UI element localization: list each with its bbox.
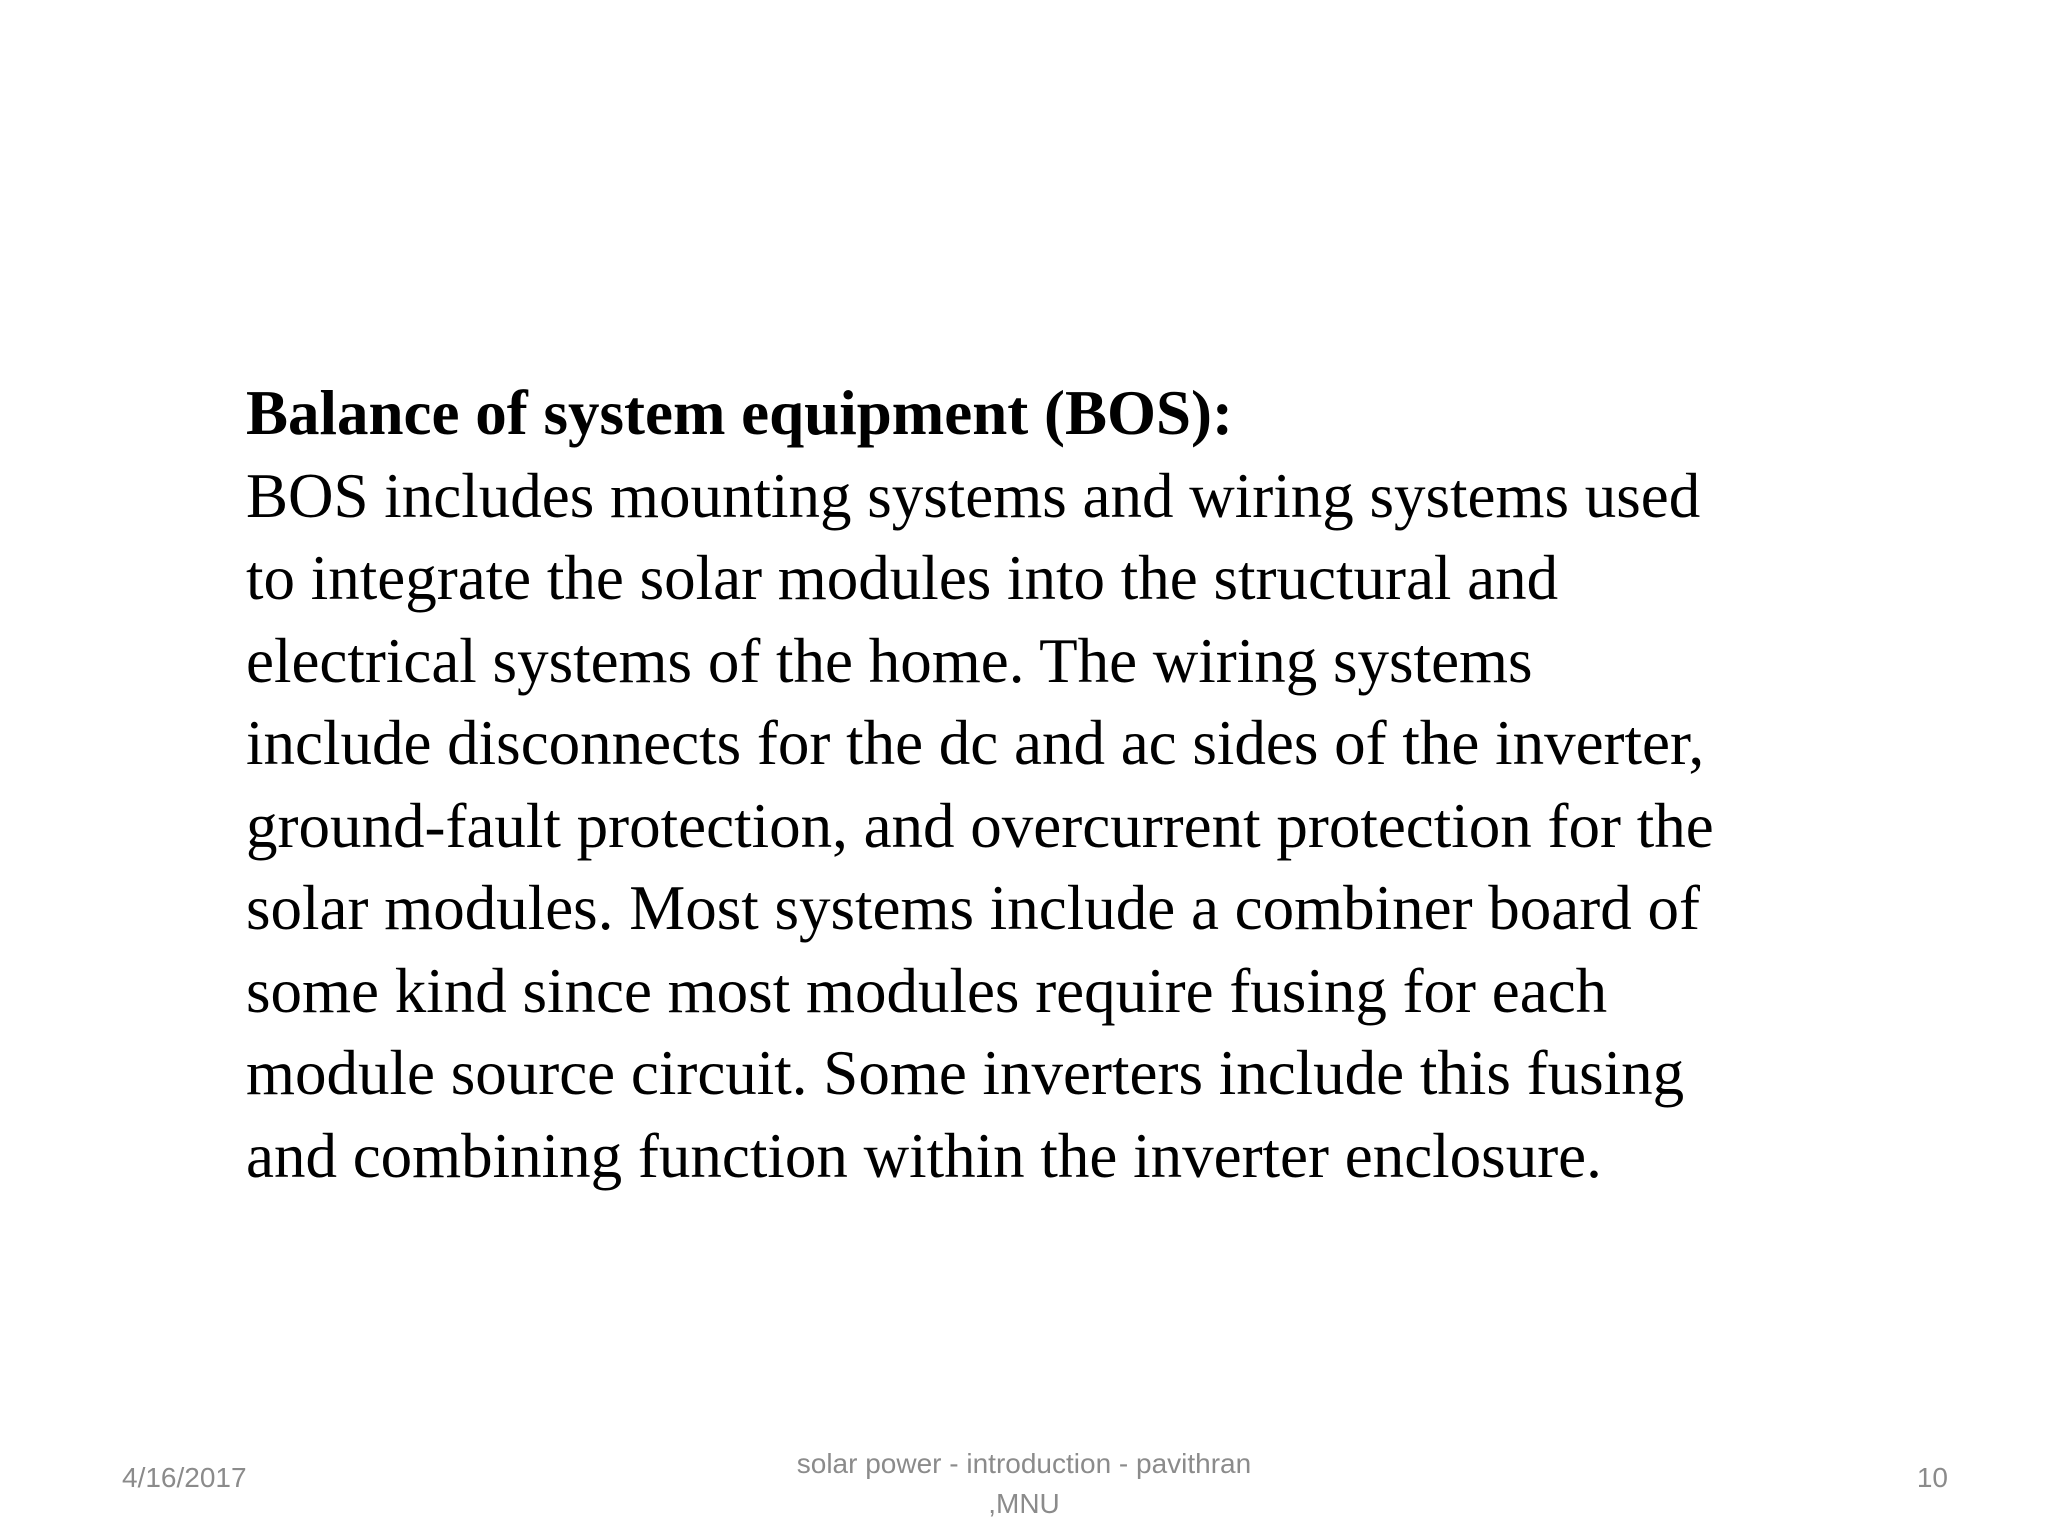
body-line: BOS includes mounting systems and wiring systems used <box>246 460 1701 531</box>
body-line: solar modules. Most systems include a combiner board of <box>246 873 1700 943</box>
body-line: module source circuit. Some inverters include this fusing <box>246 1038 1685 1108</box>
body-line: ground-fault protection, and overcurrent protection for the <box>246 790 1714 861</box>
footer-title <box>724 1444 1324 1524</box>
footer-date: 4/16/2017 <box>122 1462 247 1493</box>
body-line: electrical systems of the home. The wiring systems <box>246 625 1533 696</box>
body-line: some kind since most modules require fusing for each <box>246 955 1608 1026</box>
page-number: 10 <box>1916 1462 1948 1493</box>
body-line: and combining function within the inverter enclosure. <box>246 1120 1602 1191</box>
body-line: to integrate the solar modules into the structural and <box>246 543 1559 613</box>
body-line: include disconnects for the dc and ac sides of the inverter, <box>246 708 1705 778</box>
slide-body <box>246 372 1866 1197</box>
footer-title-line2: ,MNU <box>988 1488 1060 1519</box>
slide-heading: Balance of system equipment (BOS): <box>246 378 1233 448</box>
footer-title-line1: solar power - introduction - pavithran <box>796 1448 1252 1479</box>
